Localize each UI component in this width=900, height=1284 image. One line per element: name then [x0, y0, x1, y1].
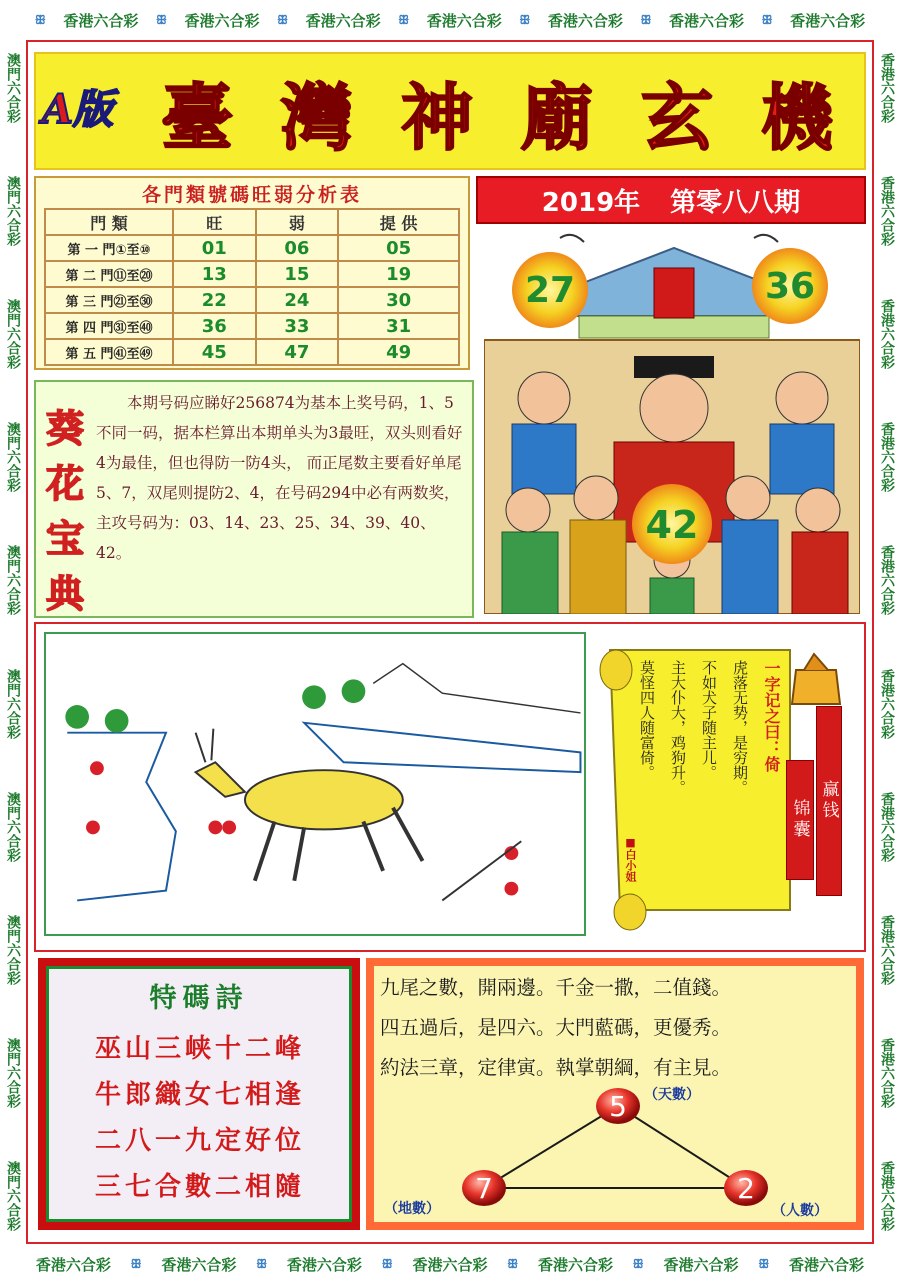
triangle-right-number: 2 [737, 1172, 755, 1205]
border-vertical-label: 香港六合彩 [879, 52, 895, 123]
wang-cell: 13 [173, 261, 256, 287]
wang-cell: 36 [173, 313, 256, 339]
deer-drawing [44, 632, 586, 936]
analysis-title: 各門類號碼旺弱分析表 [141, 184, 362, 206]
border-label: 香港六合彩 [35, 1255, 111, 1274]
flower-ornament-icon: ꕥ [276, 12, 289, 27]
flower-ornament-icon: ꕥ [155, 12, 167, 27]
deity-face-icon [506, 488, 550, 532]
flower-ornament-icon: ꕥ [256, 1256, 268, 1271]
border-label: 香港六合彩 [790, 11, 866, 30]
ruo-cell: 15 [256, 261, 339, 287]
sunflower-text: 本期号码应睇好256874为基本上奖号码，1、5不同一码，据本栏算出本期单头为3最旺，双头则看好4为最佳，但也得防一防4头， 而正尾数主要看好单尾5、7，双尾则提防2、4，在号码294中必有两数奖，主攻号码为：03、14、23、25、34、39、40、42。 [96, 394, 463, 562]
tree-icon [302, 685, 326, 709]
banner-brocade-bag: 锦囊 [786, 760, 814, 880]
border-vertical-label: 澳門六合彩 [5, 422, 21, 493]
border-label: 香港六合彩 [547, 11, 623, 30]
deity-face-icon [518, 372, 570, 424]
ruo-cell: 33 [256, 313, 339, 339]
tigong-cell: 31 [338, 313, 459, 339]
scroll-heading: 一字记之曰：倚 [762, 660, 781, 772]
border-vertical-label: 澳門六合彩 [5, 175, 21, 246]
poem-line: 三七合數二相隨 [94, 1172, 305, 1202]
issue-period: 第零八八期 [670, 187, 801, 218]
sunflower-title-char: 花 [45, 461, 84, 506]
page-title [140, 62, 860, 162]
column-header: 弱 [256, 209, 339, 235]
tigong-cell: 19 [338, 261, 459, 287]
berry-icon [222, 821, 236, 835]
title-char: 臺 [160, 75, 239, 160]
border-label: 香港六合彩 [305, 11, 381, 30]
column-header: 旺 [173, 209, 256, 235]
scroll-line: 虎落无势，是穷期。 [731, 660, 749, 795]
table-header-row [45, 209, 459, 235]
flower-ornament-icon: ꕥ [398, 12, 410, 27]
ruo-cell: 47 [256, 339, 339, 365]
poem-title: 特碼詩 [149, 983, 249, 1014]
triangle-top-label: （天數） [644, 1087, 700, 1103]
border-label: 香港六合彩 [426, 11, 502, 30]
left-border-band [0, 26, 26, 1258]
sunflower-title-char: 葵 [45, 406, 84, 451]
wang-cell: 45 [173, 339, 256, 365]
wang-cell: 22 [173, 287, 256, 313]
scroll-line: 不如犬子随主儿。 [700, 660, 718, 780]
scroll-verse [636, 660, 782, 860]
border-label: 香港六合彩 [161, 1255, 237, 1274]
border-label: 香港六合彩 [789, 1255, 865, 1274]
column-header: 提 供 [338, 209, 459, 235]
border-vertical-label: 香港六合彩 [879, 298, 895, 369]
berry-icon [86, 821, 100, 835]
tigong-cell: 49 [338, 339, 459, 365]
sunflower-title [40, 398, 90, 616]
border-vertical-label: 香港六合彩 [879, 422, 895, 493]
border-vertical-label: 澳門六合彩 [5, 914, 21, 985]
issue-year: 2019年 [541, 187, 641, 218]
border-vertical-label: 澳門六合彩 [5, 298, 21, 369]
flower-ornament-icon: ꕥ [632, 1256, 644, 1271]
sunflower-title-char: 宝 [45, 516, 84, 561]
border-vertical-label: 香港六合彩 [879, 545, 895, 616]
issue-banner [476, 176, 866, 224]
flower-ornament-icon: ꕥ [507, 1256, 519, 1271]
scroll-line: 主大仆大，鸡狗升。 [669, 660, 687, 795]
scroll-line: 莫怪四人随富倚。 [638, 660, 656, 780]
border-vertical-label: 香港六合彩 [879, 914, 895, 985]
table-row [45, 313, 459, 339]
border-label: 香港六合彩 [286, 1255, 362, 1274]
table-row [45, 261, 459, 287]
border-label: 香港六合彩 [663, 1255, 739, 1274]
poem-line: 巫山三峡十二峰 [94, 1034, 305, 1064]
ruo-cell: 24 [256, 287, 339, 313]
deity-face-icon [776, 372, 828, 424]
flower-ornament-icon: ꕥ [381, 1256, 393, 1271]
border-vertical-label: 澳門六合彩 [5, 52, 21, 123]
border-vertical-label: 香港六合彩 [879, 175, 895, 246]
border-vertical-label: 澳門六合彩 [5, 1038, 21, 1109]
flower-ornament-icon: ꕥ [640, 12, 652, 27]
tigong-cell: 05 [338, 235, 459, 261]
border-vertical-label: 香港六合彩 [879, 791, 895, 862]
poem-line: 二八一九定好位 [94, 1126, 305, 1156]
title-char: 廟 [520, 75, 599, 160]
verse-line: 九尾之數，開兩邊。千金一撒，二值錢。 [380, 976, 732, 999]
edition-badge: A版 [42, 86, 114, 133]
title-char: 灣 [280, 75, 359, 160]
flower-ornament-icon: ꕥ [34, 12, 46, 27]
right-border-band [874, 26, 900, 1258]
door-cell: 第 一 門①至⑩ [45, 235, 173, 261]
verse-line: 約法三章，定律寅。執掌朝綱，有主見。 [380, 1056, 732, 1079]
analysis-table [44, 208, 460, 366]
money-bag-icon [786, 650, 846, 706]
tigong-cell: 30 [338, 287, 459, 313]
triangle-right-label: （人數） [772, 1203, 828, 1219]
border-vertical-label: 澳門六合彩 [5, 545, 21, 616]
door-cell: 第 二 門⑪至⑳ [45, 261, 173, 287]
border-label: 香港六合彩 [668, 11, 744, 30]
border-vertical-label: 澳門六合彩 [5, 668, 21, 739]
table-row [45, 287, 459, 313]
column-header: 門 類 [45, 209, 173, 235]
flower-ornament-icon: ꕥ [761, 12, 773, 27]
tree-icon [342, 679, 366, 703]
ruo-cell: 06 [256, 235, 339, 261]
deity-face-icon [574, 476, 618, 520]
deity-face-icon [726, 476, 770, 520]
border-vertical-label: 香港六合彩 [879, 1161, 895, 1232]
table-row [45, 235, 459, 261]
number-center: 42 [645, 503, 699, 547]
border-vertical-label: 香港六合彩 [879, 668, 895, 739]
border-vertical-label: 香港六合彩 [879, 1038, 895, 1109]
triangle-left-label: （地數） [384, 1201, 440, 1217]
tree-icon [105, 709, 129, 733]
triangle-diagram [440, 1084, 800, 1214]
temple-illustration [484, 228, 860, 614]
border-vertical-label: 澳門六合彩 [5, 1161, 21, 1232]
deity-face-icon [640, 374, 708, 442]
deer-icon [245, 770, 403, 829]
scroll-signature: ■白小姐 [624, 836, 637, 882]
number-right: 36 [764, 266, 816, 307]
top-border-band [0, 0, 900, 40]
berry-icon [90, 761, 104, 775]
sunflower-title-char: 典 [45, 571, 84, 616]
wang-cell: 01 [173, 235, 256, 261]
border-label: 香港六合彩 [184, 11, 260, 30]
verse-line: 四五過后，是四六。大門藍碼，更優秀。 [380, 1016, 732, 1039]
door-cell: 第 五 門㊶至㊾ [45, 339, 173, 365]
table-row [45, 339, 459, 365]
flower-ornament-icon: ꕥ [758, 1256, 770, 1271]
border-label: 香港六合彩 [63, 11, 139, 30]
triangle-left-number: 7 [475, 1172, 493, 1205]
berry-icon [504, 882, 518, 896]
triangle-top-number: 5 [609, 1090, 627, 1123]
poem-line: 牛郎織女七相逢 [94, 1080, 305, 1110]
border-label: 香港六合彩 [412, 1255, 488, 1274]
berry-icon [208, 821, 222, 835]
banner-win-money: 赢钱 [816, 706, 842, 896]
border-label: 香港六合彩 [537, 1255, 613, 1274]
deity-face-icon [796, 488, 840, 532]
tree-icon [65, 705, 89, 729]
title-char: 機 [760, 75, 839, 160]
title-char: 神 [400, 75, 479, 160]
title-char: 玄 [640, 75, 719, 160]
flower-ornament-icon: ꕥ [130, 1256, 142, 1271]
bottom-border-band [0, 1244, 900, 1284]
flower-ornament-icon: ꕥ [519, 12, 531, 27]
number-left: 27 [524, 270, 576, 311]
door-cell: 第 三 門㉑至㉚ [45, 287, 173, 313]
door-cell: 第 四 門㉛至㊵ [45, 313, 173, 339]
border-vertical-label: 澳門六合彩 [5, 791, 21, 862]
